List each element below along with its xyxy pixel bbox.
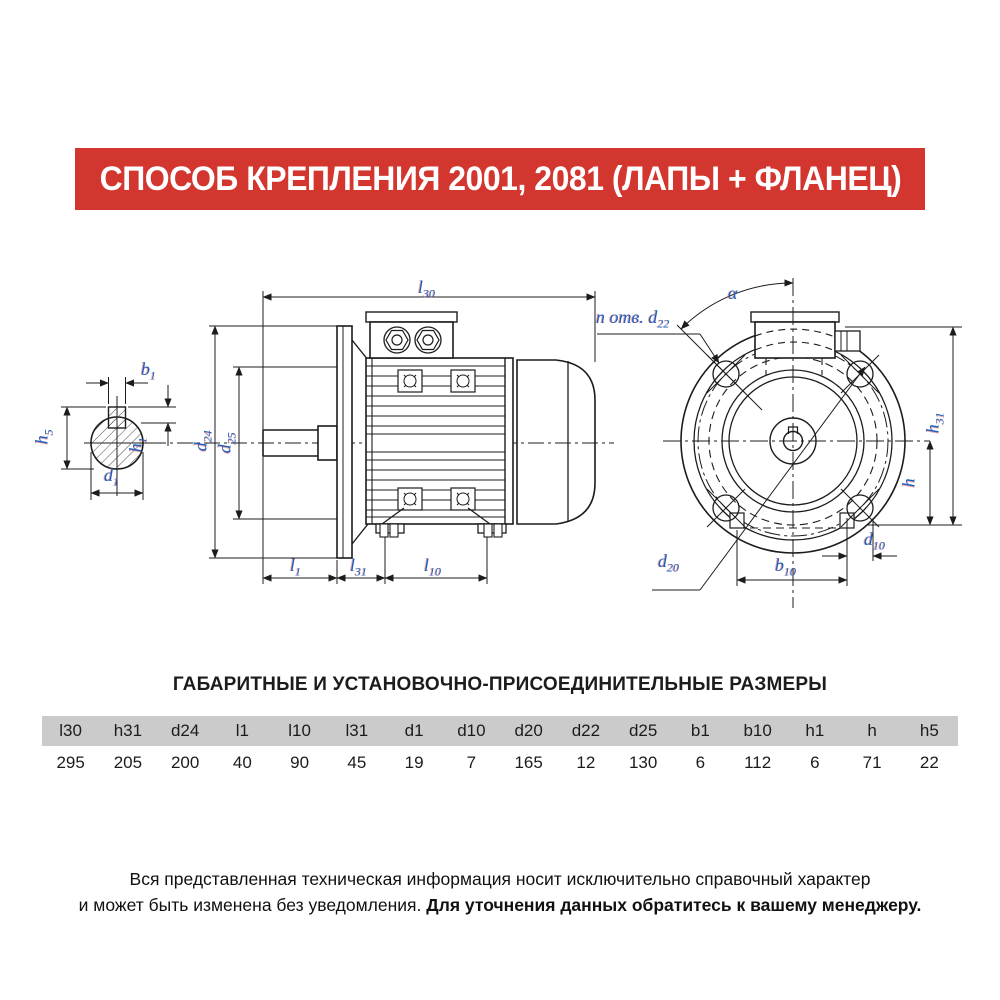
table-header-cell: l1: [235, 721, 249, 740]
dim-label-alpha: α: [728, 283, 738, 303]
table-value-cell: 90: [290, 753, 310, 772]
table-value-row: [42, 746, 958, 780]
dim-label-n-otv-d22: n отв. $d_{22}$: [596, 307, 670, 331]
table-header-cell: d1: [404, 721, 424, 740]
table-header-cell: d20: [514, 721, 543, 740]
table-header-cell: b10: [743, 721, 772, 740]
table-value-cell: 6: [695, 753, 706, 772]
dim-label-l31: $l_{31}$: [350, 555, 368, 579]
dim-label-h5: $h_5$: [31, 429, 56, 445]
table-value-cell: 295: [56, 753, 85, 772]
dim-label-l1: $l_1$: [290, 555, 302, 579]
table-header-cell: l30: [59, 721, 82, 740]
table-value-cell: 22: [919, 753, 939, 772]
dim-label-b1: $b_1$: [141, 359, 156, 383]
dim-label-h31: $h_{31}$: [922, 412, 947, 434]
table-header-row: [42, 716, 958, 746]
table-header-cell: h31: [113, 721, 143, 740]
table-header-cell: d10: [457, 721, 486, 740]
table-header-cell: l10: [288, 721, 311, 740]
disclaimer-bold: Для уточнения данных обратитесь к вашему менеджеру.: [426, 894, 922, 915]
dimensions-table: [42, 716, 958, 780]
table-value-cell: 12: [576, 753, 596, 772]
table-value-cell: 112: [744, 753, 772, 772]
table-header-cell: d22: [571, 721, 601, 740]
table-value-cell: 6: [810, 753, 820, 772]
dim-label-h1: $h_1$: [125, 437, 150, 453]
dim-label-h: h: [898, 478, 919, 488]
motor-drawing-svg: [0, 250, 1000, 630]
disclaimer-line2: и может быть изменена без уведомления.: [78, 894, 422, 915]
disclaimer: [50, 866, 950, 918]
table-header-cell: h1: [805, 721, 825, 740]
table-value-cell: 45: [347, 753, 367, 772]
table-value-cell: 19: [404, 753, 424, 772]
table-header-cell: h: [867, 721, 877, 740]
table-header-cell: d24: [170, 721, 200, 740]
page-title: СПОСОБ КРЕПЛЕНИЯ 2001, 2081 (ЛАПЫ + ФЛАНЕЦ): [99, 159, 901, 198]
disclaimer-line1: Вся представленная техническая информация носит исключительно справочный характер: [129, 868, 871, 889]
dim-label-d1: $d_1$: [104, 465, 119, 489]
table-value-cell: 7: [466, 753, 477, 772]
table-header-cell: l31: [345, 721, 369, 740]
table-value-cell: 40: [232, 753, 252, 772]
table-value-cell: 205: [113, 753, 143, 772]
table-title: ГАБАРИТНЫЕ И УСТАНОВОЧНО-ПРИСОЕДИНИТЕЛЬНЫЕ РАЗМЕРЫ: [172, 674, 828, 695]
dim-label-l30: $l_{30}$: [418, 277, 436, 301]
dim-label-d25: $d_{25}$: [214, 432, 239, 454]
table-header-cell: b1: [690, 721, 710, 740]
table-value-cell: 130: [628, 753, 658, 772]
dim-label-d24: $d_{24}$: [190, 430, 215, 452]
dim-label-b10: $b_{10}$: [775, 555, 796, 579]
dim-label-d20: $d_{20}$: [658, 551, 679, 575]
title-banner: [75, 148, 925, 210]
table-header-cell: h5: [919, 721, 939, 740]
table-value-cell: 71: [862, 753, 882, 772]
table-value-cell: 200: [170, 753, 200, 772]
dim-label-d10: $d_{10}$: [864, 529, 885, 553]
table-header-cell: d25: [628, 721, 658, 740]
dim-label-l10: $l_{10}$: [424, 555, 442, 579]
table-value-cell: 165: [514, 753, 543, 772]
technical-drawing: [0, 250, 1000, 630]
